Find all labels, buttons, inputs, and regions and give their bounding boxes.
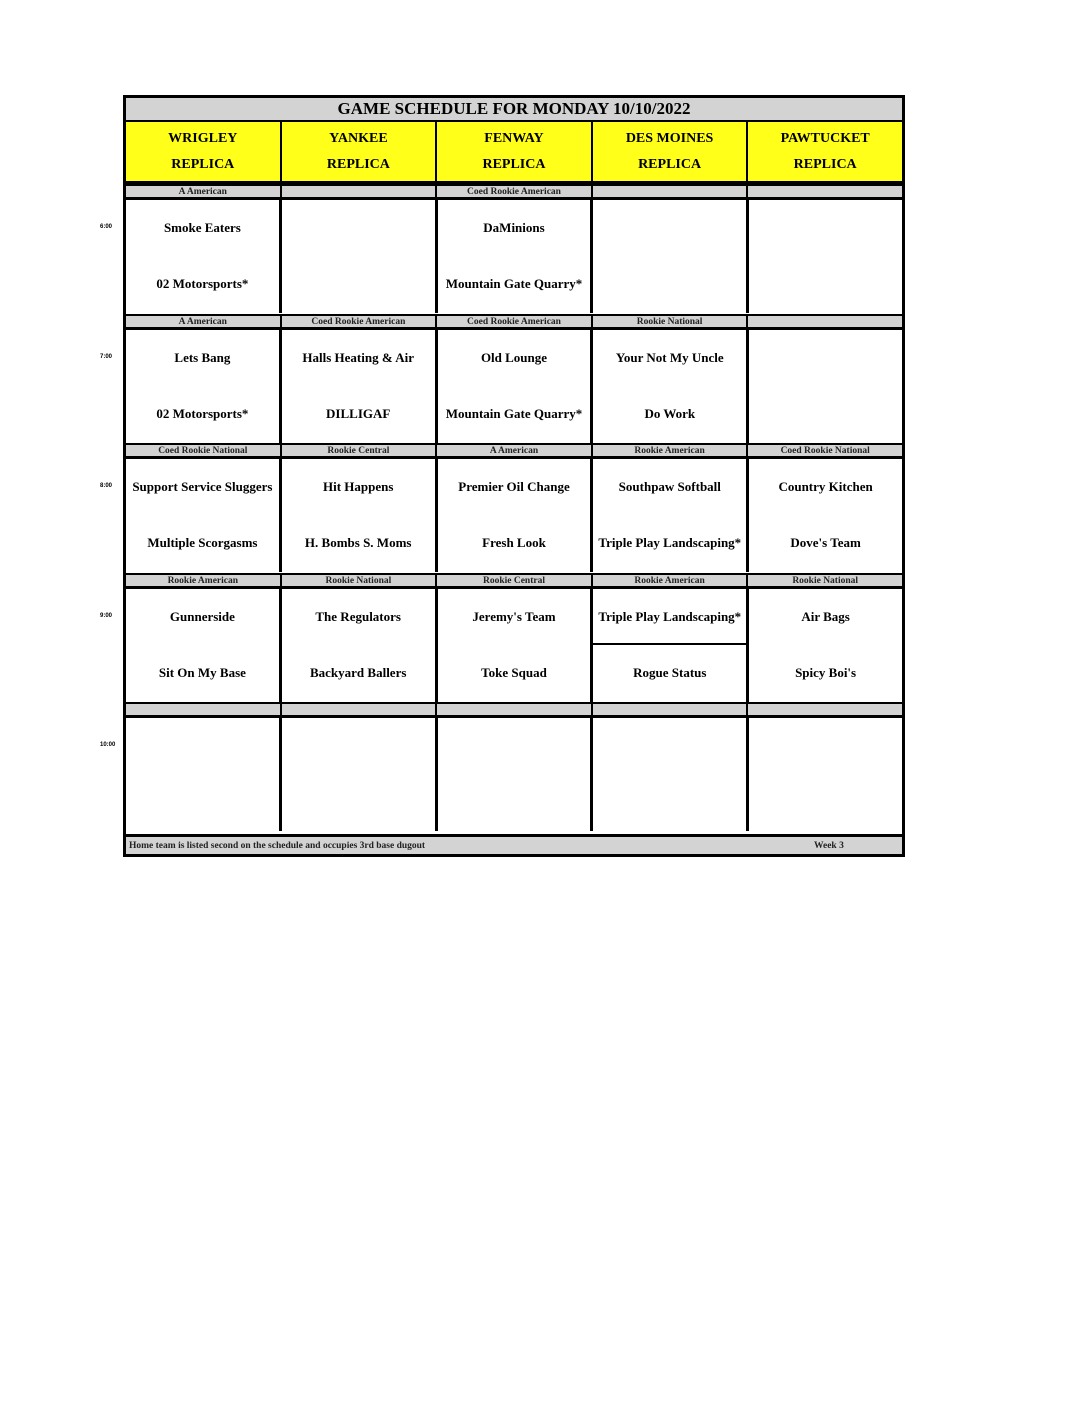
field-name: PAWTUCKET <box>780 131 870 146</box>
schedule-title: GAME SCHEDULE FOR MONDAY 10/10/2022 <box>126 98 902 122</box>
game-cell <box>749 459 902 572</box>
away-team: DaMinions <box>483 220 545 235</box>
game-cell <box>438 459 594 572</box>
division-label: Coed Rookie American <box>282 316 438 327</box>
field-header <box>593 122 749 181</box>
schedule-footer <box>126 834 902 854</box>
time-label: 6:00 <box>100 224 113 230</box>
division-row <box>126 443 902 459</box>
field-name: WRIGLEY <box>168 131 238 146</box>
home-team: 02 Motorsports* <box>156 406 249 421</box>
away-team: Lets Bang <box>174 350 231 365</box>
game-cell <box>126 200 282 313</box>
division-label <box>748 704 902 715</box>
division-label: A American <box>126 316 282 327</box>
game-row <box>126 330 902 443</box>
away-team: Country Kitchen <box>778 479 873 494</box>
home-team: Triple Play Landscaping* <box>598 535 742 550</box>
home-team: 02 Motorsports* <box>156 276 249 291</box>
time-label: 8:00 <box>100 483 113 489</box>
division-label: Rookie American <box>126 575 282 586</box>
cell-divider <box>593 643 746 645</box>
game-cell <box>438 589 594 702</box>
time-slot <box>126 184 902 313</box>
field-type: REPLICA <box>171 157 235 172</box>
home-team: Rogue Status <box>633 665 707 680</box>
away-team: Southpaw Softball <box>618 479 721 494</box>
home-team: Do Work <box>644 406 696 421</box>
away-team: Smoke Eaters <box>163 220 241 235</box>
division-label <box>126 704 282 715</box>
division-label: Rookie Central <box>437 575 593 586</box>
division-label <box>282 704 438 715</box>
field-header <box>748 122 902 181</box>
field-type: REPLICA <box>638 157 702 172</box>
division-label <box>282 186 438 197</box>
field-type: REPLICA <box>793 157 857 172</box>
game-cell <box>749 718 902 831</box>
time-slot <box>126 443 902 572</box>
division-label: Coed Rookie National <box>126 445 282 456</box>
game-cell <box>126 330 282 443</box>
division-label: Coed Rookie National <box>780 446 870 456</box>
game-row <box>126 718 902 831</box>
field-type: REPLICA <box>482 157 546 172</box>
home-team-note: Home team is listed second on the schedule and occupies 3rd base dugout <box>129 841 426 851</box>
game-cell <box>593 718 749 831</box>
schedule-table <box>123 95 905 857</box>
game-cell <box>282 718 438 831</box>
game-cell <box>749 589 902 702</box>
field-type: REPLICA <box>326 157 390 172</box>
game-cell <box>438 718 594 831</box>
game-cell <box>438 200 594 313</box>
division-row <box>126 702 902 718</box>
game-cell <box>282 330 438 443</box>
home-team: Mountain Gate Quarry* <box>445 406 583 421</box>
away-team: Halls Heating & Air <box>302 350 414 365</box>
home-team: Dove's Team <box>790 535 861 550</box>
away-team: The Regulators <box>315 609 401 624</box>
game-cell <box>593 459 749 572</box>
division-label: Rookie National <box>282 575 438 586</box>
game-row <box>126 200 902 313</box>
division-label <box>748 316 902 327</box>
game-cell <box>282 459 438 572</box>
division-label <box>593 704 749 715</box>
division-label <box>593 186 749 197</box>
field-name: DES MOINES <box>625 131 714 146</box>
home-team: H. Bombs S. Moms <box>304 535 412 550</box>
time-slot <box>126 573 902 702</box>
game-cell <box>749 330 902 443</box>
division-label <box>437 704 593 715</box>
home-team: DILLIGAF <box>326 406 391 421</box>
away-team: Triple Play Landscaping* <box>598 609 742 624</box>
field-name: YANKEE <box>329 131 388 146</box>
game-cell <box>282 589 438 702</box>
away-team: Hit Happens <box>322 479 394 494</box>
division-row <box>126 314 902 330</box>
away-team: Premier Oil Change <box>458 479 570 494</box>
game-cell <box>126 718 282 831</box>
home-team: Fresh Look <box>482 535 546 550</box>
division-label: A American <box>437 445 593 456</box>
home-team: Multiple Scorgasms <box>147 535 258 550</box>
game-cell <box>749 200 902 313</box>
field-name: FENWAY <box>484 131 544 146</box>
away-team: Air Bags <box>801 609 850 624</box>
division-label: A American <box>126 186 282 197</box>
game-row <box>126 459 902 572</box>
time-slot <box>126 702 902 831</box>
division-label: Rookie Central <box>282 445 438 456</box>
field-header-row <box>126 122 902 184</box>
week-label: Week 3 <box>814 841 844 851</box>
division-label: Rookie American <box>593 575 749 586</box>
home-team: Toke Squad <box>481 665 547 680</box>
division-row <box>126 573 902 589</box>
game-cell <box>593 200 749 313</box>
home-team: Sit On My Base <box>158 665 246 680</box>
away-team: Your Not My Uncle <box>615 350 724 365</box>
away-team: Jeremy's Team <box>472 609 556 624</box>
time-slot <box>126 314 902 443</box>
division-label: Coed Rookie American <box>437 316 593 327</box>
division-label: Coed Rookie American <box>437 186 593 197</box>
game-cell <box>126 459 282 572</box>
field-header <box>126 122 282 181</box>
away-team: Old Lounge <box>480 350 548 365</box>
division-label: Rookie American <box>593 445 749 456</box>
division-label: Rookie National <box>792 576 859 586</box>
game-cell <box>438 330 594 443</box>
field-header <box>437 122 593 181</box>
time-label: 9:00 <box>100 613 113 619</box>
away-team: Gunnerside <box>169 609 235 624</box>
home-team: Backyard Ballers <box>309 665 407 680</box>
game-cell <box>593 330 749 443</box>
game-cell <box>282 200 438 313</box>
game-row <box>126 589 902 702</box>
time-label: 10:00 <box>100 742 116 748</box>
away-team: Support Service Sluggers <box>132 479 273 494</box>
home-team: Mountain Gate Quarry* <box>445 276 583 291</box>
time-label: 7:00 <box>100 354 113 360</box>
game-cell <box>126 589 282 702</box>
division-label: Rookie National <box>593 316 749 327</box>
division-row <box>126 184 902 200</box>
home-team: Spicy Boi's <box>795 665 857 680</box>
division-label <box>748 186 902 197</box>
field-header <box>282 122 438 181</box>
game-cell <box>593 589 749 702</box>
